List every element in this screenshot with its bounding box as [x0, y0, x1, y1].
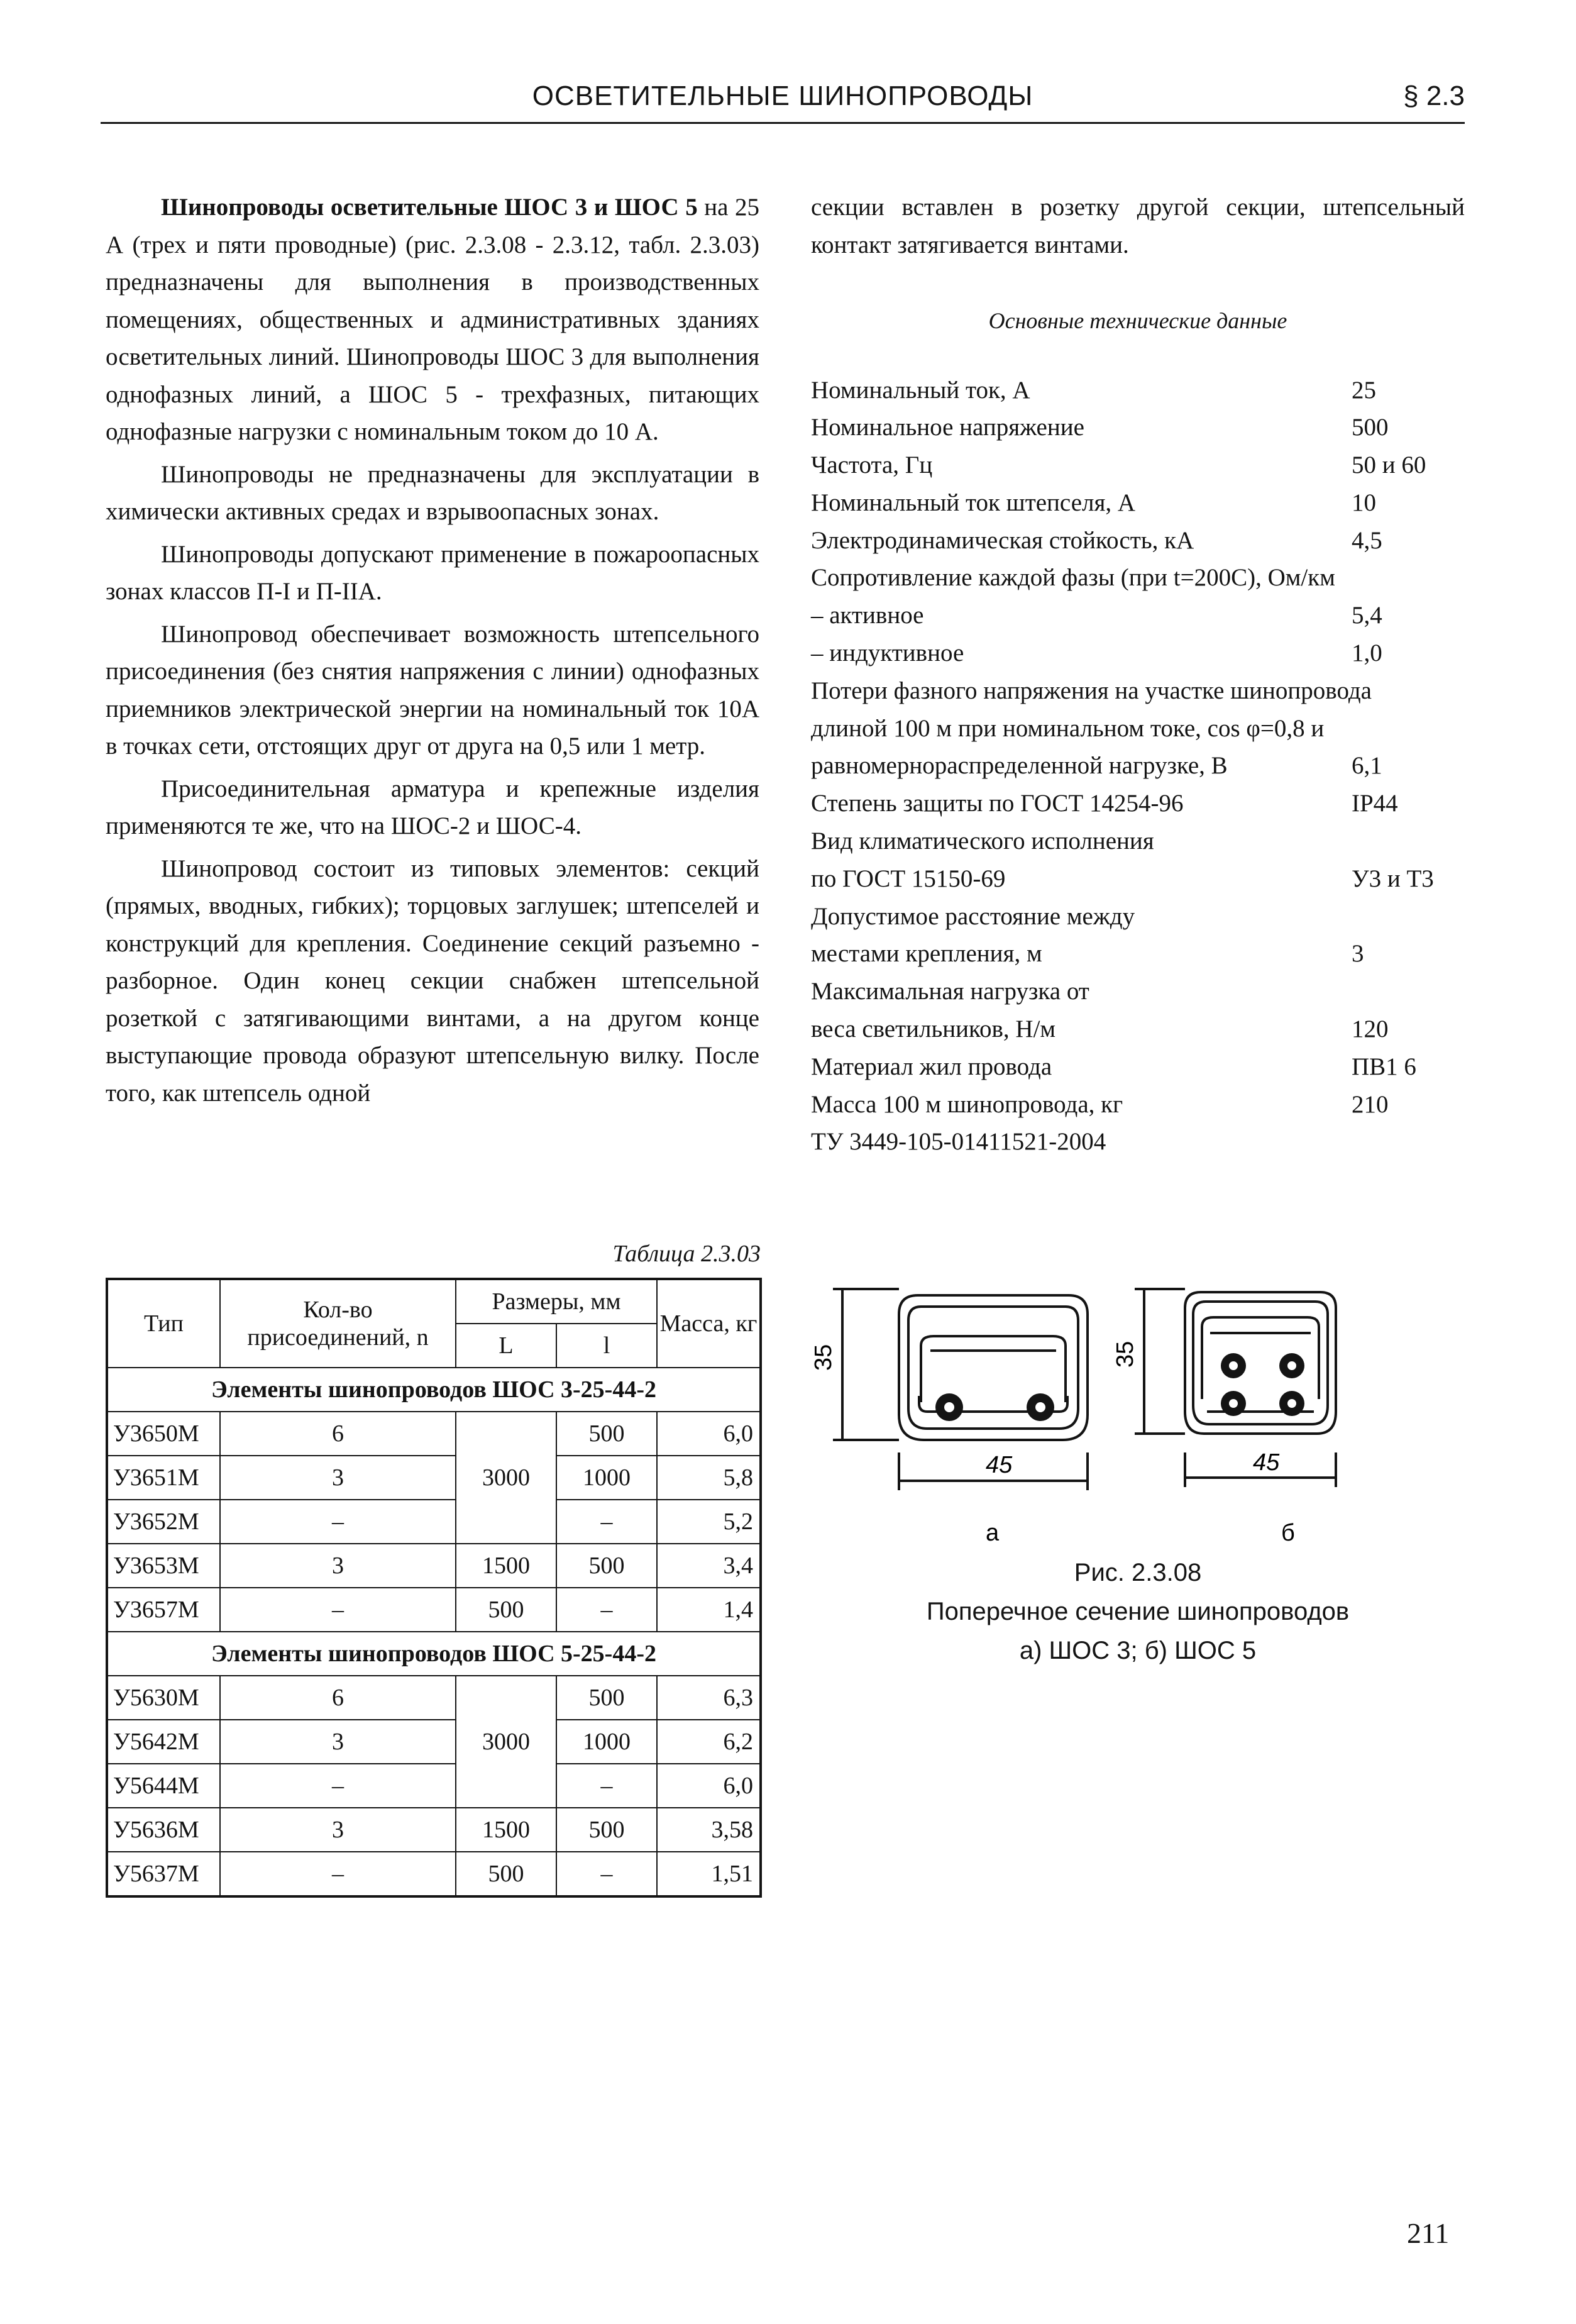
spec-row [811, 1123, 1465, 1161]
spec-row [811, 898, 1465, 936]
spec-row [811, 710, 1465, 748]
spec-value: 210 [1352, 1090, 1389, 1118]
spec-label: местами крепления, м [811, 940, 1042, 968]
cell-type: У3650М [107, 1412, 220, 1456]
cell-type: У3657М [107, 1588, 220, 1632]
spec-label: Масса 100 м шинопровода, кг [811, 1090, 1123, 1118]
spec-label: ТУ 3449-105-01411521-2004 [811, 1128, 1106, 1156]
spec-label: Частота, Гц [811, 451, 933, 479]
figure-caption [817, 1553, 1458, 1670]
spec-label: веса светильников, Н/м [811, 1015, 1056, 1043]
cell-length-merged: 3000 [456, 1676, 556, 1808]
spec-row [811, 372, 1465, 409]
table-row [107, 1412, 761, 1456]
spec-label: – активное [811, 602, 924, 629]
cell-mass: 3,58 [657, 1808, 761, 1852]
right-column [811, 189, 1465, 1161]
spec-label: Электродинамическая стойкость, кА [811, 526, 1194, 554]
label-b: б [1281, 1520, 1295, 1546]
header-size: Размеры, мм [456, 1279, 657, 1324]
spec-label: Материал жил провода [811, 1053, 1052, 1080]
cell-mass: 6,0 [657, 1412, 761, 1456]
intro-bold: Шинопроводы осветительные ШОС 3 и ШОС 5 [161, 194, 698, 221]
running-title: ОСВЕТИТЕЛЬНЫЕ ШИНОПРОВОДЫ [532, 80, 1033, 111]
cell-pitch: – [556, 1588, 657, 1632]
spec-value: 4,5 [1352, 526, 1382, 554]
paragraph-fire-zones: Шинопроводы допускают применение в пожароопасных зонах классов П-I и П-IIА. [106, 540, 759, 605]
cell-mass: 6,0 [657, 1764, 761, 1808]
figure-title: Поперечное сечение шинопроводов [926, 1598, 1350, 1625]
dim-width-a: 45 [986, 1452, 1013, 1478]
cell-pitch: 1000 [556, 1720, 657, 1764]
spec-row [811, 785, 1465, 822]
spec-row [811, 484, 1465, 522]
group-header-row [107, 1368, 761, 1412]
spec-value: 10 [1352, 489, 1376, 516]
table-row [107, 1720, 761, 1764]
cell-count: – [220, 1588, 456, 1632]
cell-type: У3652М [107, 1500, 220, 1544]
spec-row [811, 409, 1465, 446]
spec-value: У3 и Т3 [1352, 865, 1434, 892]
table-caption: Таблица 2.3.03 [612, 1241, 761, 1267]
spec-row [811, 1086, 1465, 1124]
specs-title: Основные технические данные [988, 308, 1287, 333]
spec-value: 3 [1352, 940, 1364, 968]
spec-label: – индуктивное [811, 639, 964, 667]
cell-count: – [220, 1764, 456, 1808]
spec-label: Вид климатического исполнения [811, 827, 1154, 855]
spec-row [811, 1010, 1465, 1048]
spec-row [811, 935, 1465, 973]
cell-count: 6 [220, 1676, 456, 1720]
cell-type: У3653М [107, 1544, 220, 1588]
table-row [107, 1764, 761, 1808]
spec-row [811, 522, 1465, 560]
spec-value: ПВ1 6 [1352, 1053, 1416, 1080]
table-row [107, 1676, 761, 1720]
spec-label: длиной 100 м при номинальном токе, cos φ=0,8 и [811, 714, 1325, 742]
header-rule [101, 122, 1465, 124]
spec-row [811, 597, 1465, 634]
spec-value: 6,1 [1352, 752, 1382, 780]
spec-value: 50 и 60 [1352, 451, 1426, 479]
cell-length: 500 [456, 1588, 556, 1632]
spec-row [811, 973, 1465, 1010]
intro-text: на 25 А (трех и пяти проводные) (рис. 2.3.08 - 2.3.12, табл. 2.3.03) предназначены для выполнения в производственных помещениях, общественных и административных зданиях осветительных линий. Шинопроводы ШОС 3 для выполнения однофазных линий, а ШОС 5 - трехфазных, питающих однофазные нагрузки с номинальным током до 10 А. [106, 194, 759, 445]
header-type: Тип [107, 1279, 220, 1368]
header-mass: Масса, кг [657, 1279, 761, 1368]
section-number: § 2.3 [1403, 80, 1465, 111]
spec-value: 500 [1352, 414, 1389, 441]
spec-row [811, 860, 1465, 898]
spec-label: по ГОСТ 15150-69 [811, 865, 1006, 892]
cell-count: 6 [220, 1412, 456, 1456]
cell-mass: 6,3 [657, 1676, 761, 1720]
spec-label: Номинальное напряжение [811, 414, 1084, 441]
spec-value: 5,4 [1352, 602, 1382, 629]
spec-label: Допустимое расстояние между [811, 902, 1135, 930]
page-header [101, 80, 1465, 126]
cell-pitch: 500 [556, 1808, 657, 1852]
cell-type: У5642М [107, 1720, 220, 1764]
paragraph-continuation: секции вставлен в розетку другой секции, штепсельный контакт затягивается винтами. [811, 194, 1465, 258]
label-a: а [986, 1520, 1000, 1546]
cell-length-merged: 3000 [456, 1412, 556, 1544]
table-row [107, 1852, 761, 1896]
spec-row [811, 559, 1465, 597]
cell-pitch: 500 [556, 1412, 657, 1456]
cell-type: У5630М [107, 1676, 220, 1720]
paragraph-intro [106, 189, 759, 451]
spec-row [811, 634, 1465, 672]
header-L: L [456, 1324, 556, 1368]
table-row [107, 1544, 761, 1588]
spec-label: Максимальная нагрузка от [811, 978, 1089, 1005]
cell-count: 3 [220, 1456, 456, 1500]
group-title: Элементы шинопроводов ШОС 3-25-44-2 [107, 1368, 761, 1412]
cell-type: У5637М [107, 1852, 220, 1896]
cell-pitch: 1000 [556, 1456, 657, 1500]
spec-value: IP44 [1352, 790, 1398, 817]
cell-length: 1500 [456, 1544, 556, 1588]
spec-value: 1,0 [1352, 639, 1382, 667]
profile-a-outer [899, 1295, 1088, 1440]
spec-label: Сопротивление каждой фазы (при t=200С), Ом/км [811, 564, 1335, 592]
dim-height-a: 35 [810, 1344, 837, 1371]
spec-row [811, 1048, 1465, 1086]
cell-pitch: – [556, 1852, 657, 1896]
spec-row [811, 446, 1465, 484]
cross-section-figure [810, 1270, 1458, 1566]
cell-mass: 5,2 [657, 1500, 761, 1544]
group-header-row [107, 1632, 761, 1676]
cell-count: 3 [220, 1720, 456, 1764]
cell-pitch: 500 [556, 1676, 657, 1720]
spec-row [811, 672, 1465, 710]
paragraph-plug-connection: Шинопровод обеспечивает возможность штепсельного присоединения (без снятия напряжения с линии) однофазных приемников электрической энергии на номинальный ток 10А в точках сети, отстоящих друг от друга на 0,5 или 1 метр. [106, 620, 759, 760]
spec-value: 25 [1352, 376, 1376, 404]
cell-count: – [220, 1852, 456, 1896]
cell-pitch: – [556, 1764, 657, 1808]
cell-count: – [220, 1500, 456, 1544]
dim-height-b: 35 [1112, 1341, 1138, 1368]
table-row [107, 1588, 761, 1632]
cell-mass: 5,8 [657, 1456, 761, 1500]
cell-mass: 1,51 [657, 1852, 761, 1896]
paragraph-fittings: Присоединительная арматура и крепежные изделия применяются те же, что на ШОС-2 и ШОС-4. [106, 775, 759, 839]
cell-mass: 1,4 [657, 1588, 761, 1632]
header-count: Кол-во присоединений, n [220, 1279, 456, 1368]
spec-label: равномернораспределенной нагрузке, В [811, 752, 1228, 780]
cell-length: 500 [456, 1852, 556, 1896]
cell-pitch: 500 [556, 1544, 657, 1588]
cell-count: 3 [220, 1808, 456, 1852]
paragraph-restrictions: Шинопроводы не предназначены для эксплуатации в химически активных средах и взрывоопасных зонах. [106, 460, 759, 525]
left-column [106, 189, 759, 1117]
spec-label: Степень защиты по ГОСТ 14254-96 [811, 790, 1184, 817]
elements-table [106, 1278, 762, 1898]
figure-number: Рис. 2.3.08 [1074, 1559, 1202, 1586]
dim-width-b: 45 [1253, 1449, 1280, 1476]
figure-subtitle: а) ШОС 3; б) ШОС 5 [1019, 1637, 1257, 1664]
table-row [107, 1808, 761, 1852]
cell-mass: 6,2 [657, 1720, 761, 1764]
group-title: Элементы шинопроводов ШОС 5-25-44-2 [107, 1632, 761, 1676]
cell-length: 1500 [456, 1808, 556, 1852]
specs-list [811, 372, 1465, 1161]
cell-mass: 3,4 [657, 1544, 761, 1588]
spec-value: 120 [1352, 1015, 1389, 1043]
cell-type: У5636М [107, 1808, 220, 1852]
spec-label: Потери фазного напряжения на участке шинопровода [811, 677, 1372, 704]
cell-type: У3651М [107, 1456, 220, 1500]
table-row [107, 1500, 761, 1544]
spec-label: Номинальный ток, А [811, 376, 1030, 404]
cell-count: 3 [220, 1544, 456, 1588]
cell-type: У5644М [107, 1764, 220, 1808]
paragraph-elements: Шинопровод состоит из типовых элементов: секций (прямых, вводных, гибких); торцовых заглушек; штепселей и конструкций для крепления. Соединение секций разъемно - разборное. Один конец секции снабжен штепсельной розеткой с затягивающими винтами, а на другом конце выступающие провода образуют штепсельную вилку. После того, как штепсель одной [106, 855, 759, 1107]
spec-row [811, 747, 1465, 785]
cell-pitch: – [556, 1500, 657, 1544]
table-row [107, 1456, 761, 1500]
page-number: 211 [1407, 2217, 1450, 2249]
spec-row [811, 822, 1465, 860]
header-l: l [556, 1324, 657, 1368]
spec-label: Номинальный ток штепселя, А [811, 489, 1136, 516]
